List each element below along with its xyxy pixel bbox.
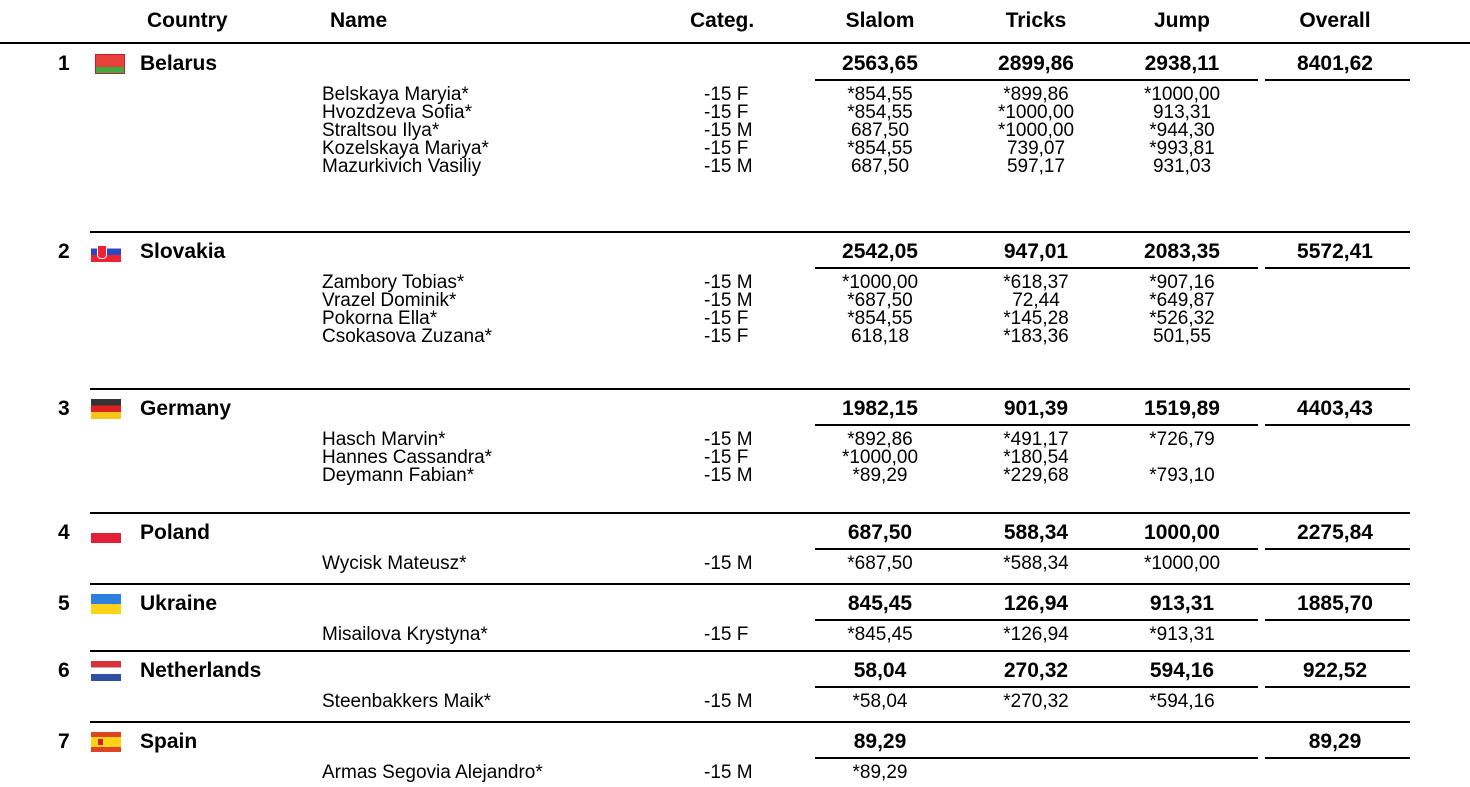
flag-slovakia-icon <box>91 242 121 262</box>
athlete-name: Zambory Tobias* <box>322 272 465 293</box>
team-separator <box>90 583 1410 585</box>
team-slalom-total: 58,04 <box>853 659 907 682</box>
overall-rule <box>1265 757 1410 759</box>
athlete-tricks: *229,68 <box>1003 465 1069 486</box>
athlete-name: Deymann Fabian* <box>322 465 475 486</box>
athlete-slalom: *854,55 <box>847 102 913 123</box>
athlete-category: -15 F <box>704 308 749 329</box>
team-rank: 4 <box>58 521 70 544</box>
athlete-slalom: 618,18 <box>850 326 910 347</box>
athlete-jump: *1000,00 <box>1143 553 1221 574</box>
header-name: Name <box>330 9 388 32</box>
athlete-slalom: *687,50 <box>847 290 913 311</box>
athlete-slalom: *1000,00 <box>841 272 919 293</box>
team-slalom-total: 2563,65 <box>842 52 918 75</box>
athlete-slalom: 687,50 <box>850 156 910 177</box>
athlete-name: Straltsou Ilya* <box>322 120 440 141</box>
athlete-category: -15 F <box>704 326 749 347</box>
athlete-slalom: *854,55 <box>847 84 913 105</box>
athlete-tricks: *618,37 <box>1003 272 1069 293</box>
athlete-jump: 501,55 <box>1152 326 1212 347</box>
athlete-tricks: *180,54 <box>1003 447 1069 468</box>
athlete-tricks: *1000,00 <box>997 102 1075 123</box>
team-jump-total: 2083,35 <box>1144 240 1220 263</box>
header-slalom: Slalom <box>845 9 915 32</box>
team-slalom-total: 2542,05 <box>842 240 918 263</box>
athlete-category: -15 F <box>704 624 749 645</box>
totals-rule <box>815 424 1258 426</box>
athlete-jump: *913,31 <box>1149 624 1215 645</box>
athlete-slalom: *854,55 <box>847 138 913 159</box>
athlete-slalom: *89,29 <box>852 762 908 783</box>
athlete-category: -15 M <box>704 272 753 293</box>
team-jump-total: 913,31 <box>1149 592 1215 615</box>
team-tricks-total: 2899,86 <box>998 52 1074 75</box>
athlete-tricks: *126,94 <box>1003 624 1069 645</box>
team-country: Germany <box>140 397 232 420</box>
team-jump-total: 1519,89 <box>1144 397 1220 420</box>
athlete-category: -15 F <box>704 84 749 105</box>
team-slalom-total: 687,50 <box>847 521 913 544</box>
team-slalom-total: 845,45 <box>847 592 913 615</box>
team-jump-total: 1000,00 <box>1144 521 1220 544</box>
team-jump-total: 594,16 <box>1149 659 1215 682</box>
flag-belarus-icon <box>91 54 121 74</box>
athlete-category: -15 F <box>704 138 749 159</box>
athlete-tricks: *491,17 <box>1003 429 1069 450</box>
team-rank: 2 <box>58 240 70 263</box>
totals-rule <box>815 686 1258 688</box>
overall-rule <box>1265 424 1410 426</box>
team-rank: 3 <box>58 397 70 420</box>
athlete-jump: 931,03 <box>1152 156 1212 177</box>
athlete-tricks: 739,07 <box>1006 138 1066 159</box>
athlete-category: -15 M <box>704 120 753 141</box>
team-separator <box>90 650 1410 652</box>
team-separator <box>90 231 1410 233</box>
overall-rule <box>1265 619 1410 621</box>
team-overall-total: 89,29 <box>1308 730 1362 753</box>
athlete-tricks: 597,17 <box>1006 156 1066 177</box>
team-country: Netherlands <box>140 659 262 682</box>
athlete-tricks: *183,36 <box>1003 326 1069 347</box>
athlete-name: Kozelskaya Mariya* <box>322 138 489 159</box>
totals-rule <box>815 79 1258 81</box>
team-separator <box>90 388 1410 390</box>
team-overall-total: 1885,70 <box>1297 592 1373 615</box>
flag-poland-icon <box>91 523 121 543</box>
athlete-name: Steenbakkers Maik* <box>322 691 491 712</box>
athlete-jump: *726,79 <box>1149 429 1215 450</box>
overall-rule <box>1265 267 1410 269</box>
athlete-name: Armas Segovia Alejandro* <box>322 762 543 783</box>
athlete-slalom: 687,50 <box>850 120 910 141</box>
athlete-category: -15 M <box>704 465 753 486</box>
athlete-slalom: *687,50 <box>847 553 913 574</box>
athlete-category: -15 M <box>704 429 753 450</box>
team-tricks-total: 588,34 <box>1003 521 1069 544</box>
athlete-name: Belskaya Maryia* <box>322 84 469 105</box>
overall-rule <box>1265 79 1410 81</box>
totals-rule <box>815 757 1258 759</box>
team-rank: 1 <box>58 52 70 75</box>
overall-rule <box>1265 548 1410 550</box>
athlete-tricks: *145,28 <box>1003 308 1069 329</box>
athlete-tricks: *270,32 <box>1003 691 1069 712</box>
totals-rule <box>815 619 1258 621</box>
team-separator <box>90 721 1410 723</box>
team-overall-total: 8401,62 <box>1297 52 1373 75</box>
team-country: Poland <box>140 521 211 544</box>
athlete-jump: *594,16 <box>1149 691 1215 712</box>
athlete-jump: *993,81 <box>1149 138 1215 159</box>
flag-spain-icon <box>91 732 121 752</box>
athlete-name: Csokasova Zuzana* <box>322 326 493 347</box>
athlete-category: -15 M <box>704 691 753 712</box>
team-rank: 6 <box>58 659 70 682</box>
athlete-name: Hasch Marvin* <box>322 429 446 450</box>
athlete-name: Pokorna Ella* <box>322 308 438 329</box>
team-separator <box>90 512 1410 514</box>
athlete-category: -15 F <box>704 102 749 123</box>
team-tricks-total: 126,94 <box>1003 592 1069 615</box>
athlete-tricks: *588,34 <box>1003 553 1069 574</box>
header-jump: Jump <box>1153 9 1210 32</box>
athlete-jump: *793,10 <box>1149 465 1215 486</box>
athlete-category: -15 M <box>704 762 753 783</box>
athlete-jump: *526,32 <box>1149 308 1215 329</box>
athlete-name: Misailova Krystyna* <box>322 624 488 645</box>
athlete-category: -15 M <box>704 290 753 311</box>
header-overall: Overall <box>1299 9 1371 32</box>
team-overall-total: 2275,84 <box>1297 521 1373 544</box>
athlete-jump: *907,16 <box>1149 272 1215 293</box>
athlete-slalom: *1000,00 <box>841 447 919 468</box>
header-rule <box>0 42 1470 44</box>
athlete-slalom: *854,55 <box>847 308 913 329</box>
athlete-category: -15 M <box>704 553 753 574</box>
header-country: Country <box>147 9 228 32</box>
team-jump-total: 2938,11 <box>1144 52 1220 75</box>
athlete-name: Mazurkivich Vasiliy <box>322 156 482 177</box>
team-tricks-total: 901,39 <box>1003 397 1069 420</box>
athlete-slalom: *89,29 <box>852 465 908 486</box>
overall-rule <box>1265 686 1410 688</box>
athlete-category: -15 M <box>704 156 753 177</box>
athlete-jump: 913,31 <box>1152 102 1212 123</box>
athlete-name: Vrazel Dominik* <box>322 290 457 311</box>
team-overall-total: 4403,43 <box>1297 397 1373 420</box>
header-categ: Categ. <box>690 9 755 32</box>
athlete-slalom: *892,86 <box>847 429 913 450</box>
team-country: Ukraine <box>140 592 218 615</box>
team-overall-total: 5572,41 <box>1297 240 1373 263</box>
team-slalom-total: 89,29 <box>853 730 907 753</box>
athlete-tricks: 72,44 <box>1012 290 1060 311</box>
team-rank: 5 <box>58 592 70 615</box>
header-tricks: Tricks <box>1005 9 1067 32</box>
athlete-slalom: *845,45 <box>847 624 913 645</box>
flag-germany-icon <box>91 399 121 419</box>
team-overall-total: 922,52 <box>1302 659 1368 682</box>
flag-netherlands-icon <box>91 661 121 681</box>
athlete-jump: *649,87 <box>1149 290 1215 311</box>
athlete-jump: *944,30 <box>1149 120 1215 141</box>
athlete-tricks: *1000,00 <box>997 120 1075 141</box>
team-country: Spain <box>140 730 198 753</box>
team-tricks-total: 947,01 <box>1003 240 1069 263</box>
athlete-name: Hannes Cassandra* <box>322 447 493 468</box>
athlete-slalom: *58,04 <box>852 691 908 712</box>
team-rank: 7 <box>58 730 70 753</box>
team-tricks-total: 270,32 <box>1003 659 1069 682</box>
athlete-jump: *1000,00 <box>1143 84 1221 105</box>
totals-rule <box>815 267 1258 269</box>
team-country: Slovakia <box>140 240 226 263</box>
athlete-name: Wycisk Mateusz* <box>322 553 467 574</box>
totals-rule <box>815 548 1258 550</box>
flag-ukraine-icon <box>91 594 121 614</box>
team-country: Belarus <box>140 52 218 75</box>
team-slalom-total: 1982,15 <box>842 397 918 420</box>
athlete-category: -15 F <box>704 447 749 468</box>
athlete-name: Hvozdzeva Sofia* <box>322 102 472 123</box>
athlete-tricks: *899,86 <box>1003 84 1069 105</box>
